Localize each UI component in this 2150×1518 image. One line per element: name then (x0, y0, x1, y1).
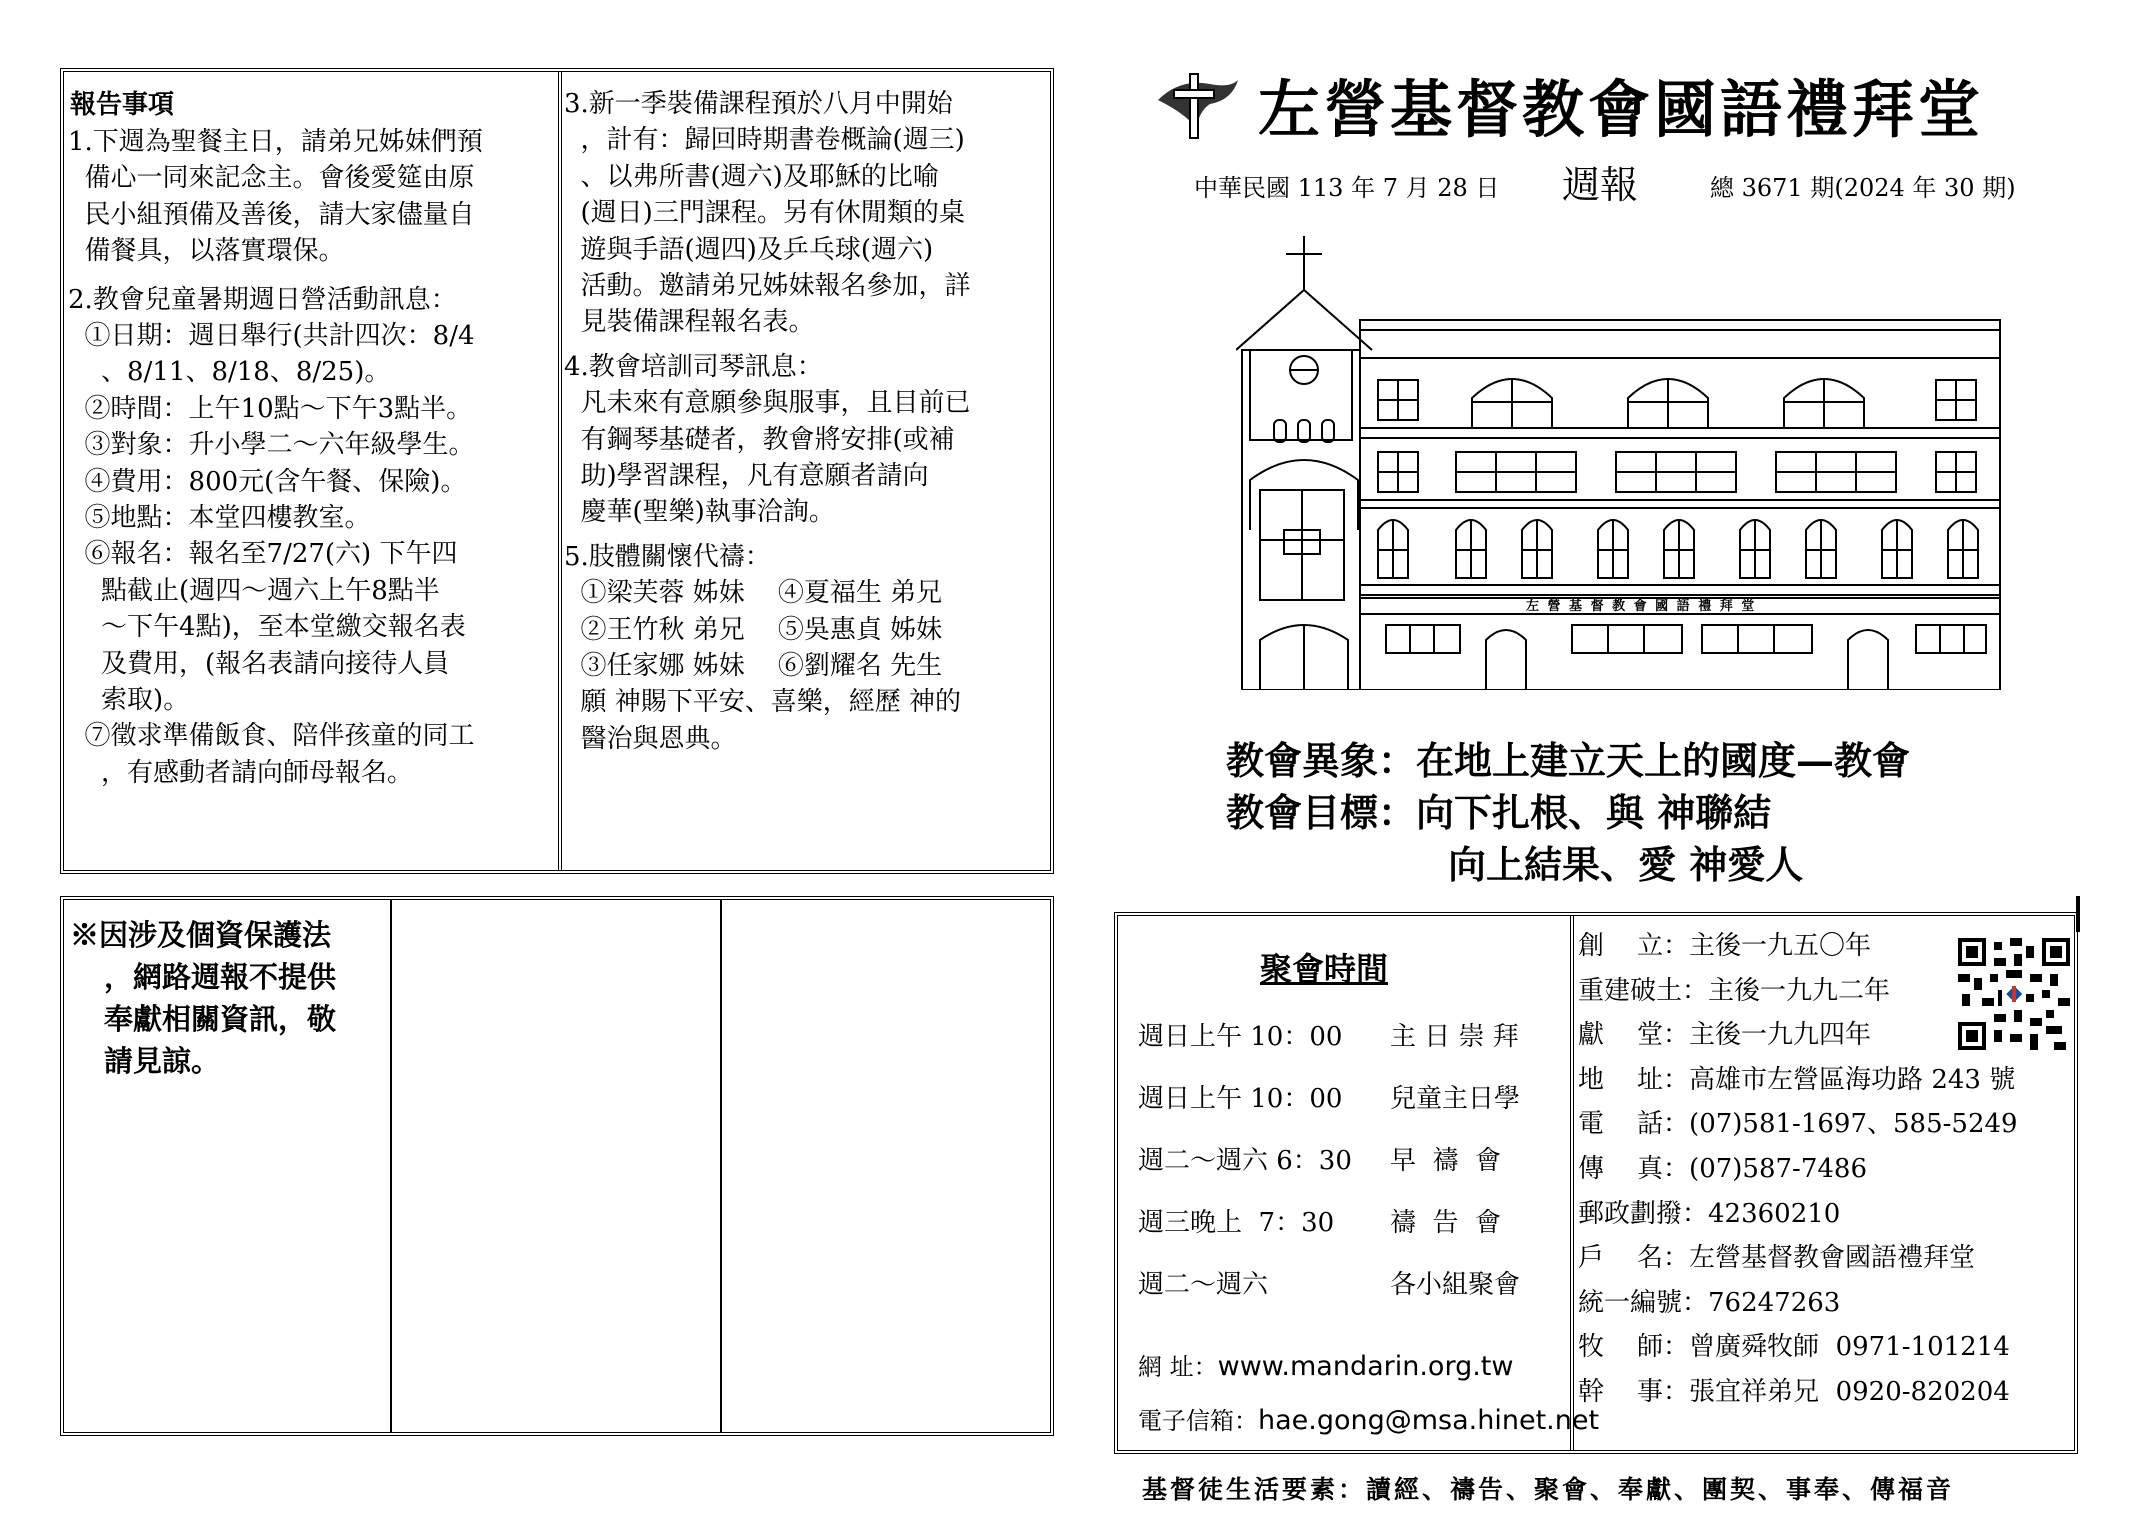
info-box (1114, 912, 2078, 1454)
qr-code[interactable] (1958, 938, 2070, 1050)
info-line: 牧 師：曾廣舜牧師 0971-101214 (1578, 1332, 2010, 1363)
privacy-line: 奉獻相關資訊，敬 (104, 1002, 337, 1036)
info-line: 電 話：(07)581-1697、585-5249 (1578, 1109, 2018, 1140)
church-goal-2: 向上結果、愛 神愛人 (1448, 842, 1804, 887)
offering-box (60, 896, 1054, 1436)
announcement-line: 民小組預備及善後，請大家儘量自 (68, 199, 475, 230)
meeting-time: 週日上午 10：00 (1138, 1022, 1343, 1052)
church-vision: 教會異象：在地上建立天上的國度—教會 (1226, 738, 1911, 783)
bulletin-label: 週報 (1562, 163, 1639, 207)
info-line: 幹 事：張宜祥弟兄 0920-820204 (1578, 1376, 2010, 1407)
meetings-title: 聚會時間 (1260, 950, 1389, 988)
meeting-name: 兒童主日學 (1390, 1084, 1521, 1114)
building-sign: 左 營 基 督 教 會 國 語 禮 拜 堂 (1526, 599, 1757, 614)
church-building-illustration (1236, 230, 2006, 690)
meeting-time: 週二～週六 6：30 (1138, 1146, 1352, 1176)
cross-dove-icon (1150, 70, 1242, 142)
announcement-line: ，有感動者請向師母報名。 (68, 757, 414, 788)
announcement-line: 5.肢體關懷代禱： (564, 541, 771, 572)
church-info (1578, 924, 2018, 1415)
announcement-line: ①日期：週日舉行(共計四次：8/4 (68, 321, 475, 351)
announcement-line: ⑥報名：報名至7/27(六) 下午四 (68, 539, 458, 570)
info-line: 地 址：高雄市左營區海功路 243 號 (1578, 1064, 2016, 1095)
divider-1 (390, 900, 392, 1432)
issue-number: 總 3671 期(2024 年 30 期) (1710, 174, 2016, 202)
announcement-line: 見裝備課程報名表。 (564, 307, 815, 338)
announcement-line: 助)學習課程，凡有意願者請向 (564, 461, 929, 491)
website-row (1138, 1342, 1513, 1392)
announcement-line: ②王竹秋 弟兄 ⑤吳惠貞 姊妹 (564, 614, 943, 645)
announcement-line: ④費用：800元(含午餐、保險)。 (68, 466, 467, 497)
announcement-line: 慶華(聖樂)執事洽詢。 (564, 497, 835, 528)
info-line: 傳 真：(07)587-7486 (1578, 1153, 1868, 1184)
announcement-line: ，計有：歸回時期書卷概論(週三) (564, 125, 965, 156)
column-divider (558, 72, 562, 870)
church-name: 左營基督教會國語禮拜堂 (1258, 73, 1985, 146)
announcement-line: 有鋼琴基礎者，教會將安排(或補 (564, 424, 955, 455)
announcement-line: ②時間：上午10點～下午3點半。 (68, 393, 473, 424)
info-divider (1570, 916, 1574, 1450)
announcement-line: 備餐具，以落實環保。 (68, 236, 345, 267)
email-row (1138, 1396, 1599, 1446)
meeting-name: 主 日 崇 拜 (1390, 1022, 1519, 1052)
announcement-line: 3.新一季裝備課程預於八月中開始 (564, 89, 953, 119)
announcement-line: 及費用，(報名表請向接待人員 (68, 648, 450, 679)
announcement-line: 願 神賜下平安、喜樂，經歷 神的 (564, 687, 962, 718)
email-label: 電子信箱： (1138, 1407, 1258, 1435)
announcement-line: ⑤地點：本堂四樓教室。 (68, 503, 371, 533)
announcement-line: 活動。邀請弟兄姊妹報名參加，詳 (564, 271, 971, 301)
privacy-line: 請見諒。 (104, 1044, 221, 1078)
qr-code-icon (1958, 938, 2070, 1050)
meeting-name: 早 禱 會 (1390, 1146, 1502, 1176)
announcement-line: 凡未來有意願參與服事，且目前已 (564, 388, 971, 419)
privacy-line: ※因涉及個資保護法 (70, 918, 332, 952)
announcement-line: 點截止(週四～週六上午8點半 (68, 575, 440, 606)
info-line: 統一編號：76247263 (1578, 1287, 1841, 1318)
announcement-line: 4.教會培訓司琴訊息： (564, 351, 823, 382)
announcement-line: 醫治與恩典。 (564, 723, 737, 754)
website-label: 網 址： (1138, 1353, 1218, 1381)
meeting-time: 週日上午 10：00 (1138, 1084, 1343, 1114)
edge-mark (2076, 896, 2080, 932)
bulletin-date: 中華民國 113 年 7 月 28 日 (1194, 174, 1500, 202)
announcement-line: 、8/11、8/18、8/25)。 (68, 357, 391, 388)
footer-slogan: 基督徒生活要素：讀經、禱告、聚會、奉獻、團契、事奉、傳福音 (1142, 1475, 1955, 1504)
announcement-line: 備心一同來記念主。會後愛筵由原 (68, 163, 475, 194)
announcements-box (60, 68, 1054, 874)
info-line: 獻 堂：主後一九九四年 (1578, 1020, 1872, 1051)
meeting-name: 各小組聚會 (1390, 1270, 1521, 1300)
info-line: 創 立：主後一九五〇年 (1578, 931, 1872, 961)
announcement-line: (週日)三門課程。另有休閒類的桌 (564, 198, 965, 229)
info-line: 戶 名：左營基督教會國語禮拜堂 (1578, 1243, 1976, 1274)
meeting-time: 週三晚上 7：30 (1138, 1208, 1335, 1238)
announcement-line: 2.教會兒童暑期週日營活動訊息： (68, 284, 457, 315)
announcement-line: 遊與手語(週四)及乒乓球(週六) (564, 234, 934, 265)
divider-2 (720, 900, 722, 1432)
announcement-line: ③對象：升小學二～六年級學生。 (68, 430, 475, 461)
info-line: 郵政劃撥：42360210 (1578, 1198, 1841, 1229)
announcement-line: ①梁芙蓉 姊妹 ④夏福生 弟兄 (564, 578, 943, 609)
announcement-line: ～下午4點)，至本堂繳交報名表 (68, 612, 466, 643)
meeting-time: 週二～週六 (1138, 1270, 1269, 1300)
church-goal: 教會目標：向下扎根、與 神聯結 (1226, 790, 1772, 835)
privacy-line: ，網路週報不提供 (104, 960, 337, 994)
info-line: 重建破土：主後一九九二年 (1578, 975, 1891, 1006)
church-logo (1150, 70, 1242, 142)
website-link[interactable]: www.mandarin.org.tw (1217, 1351, 1514, 1382)
privacy-note (70, 914, 390, 1082)
announcement-line: 1.下週為聖餐主日，請弟兄姊妹們預 (68, 127, 483, 157)
meeting-name: 禱 告 會 (1390, 1208, 1502, 1238)
announcements-title: 報告事項 (70, 90, 175, 120)
announcement-line: ⑦徵求準備飯食、陪伴孩童的同工 (68, 721, 475, 752)
announcement-line: ③任家娜 姊妹 ⑥劉耀名 先生 (564, 651, 943, 681)
email-link[interactable]: hae.gong@msa.hinet.net (1258, 1405, 1600, 1436)
announcement-line: 索取)。 (68, 685, 190, 715)
announcement-line: 、以弗所書(週六)及耶穌的比喻 (564, 161, 939, 192)
